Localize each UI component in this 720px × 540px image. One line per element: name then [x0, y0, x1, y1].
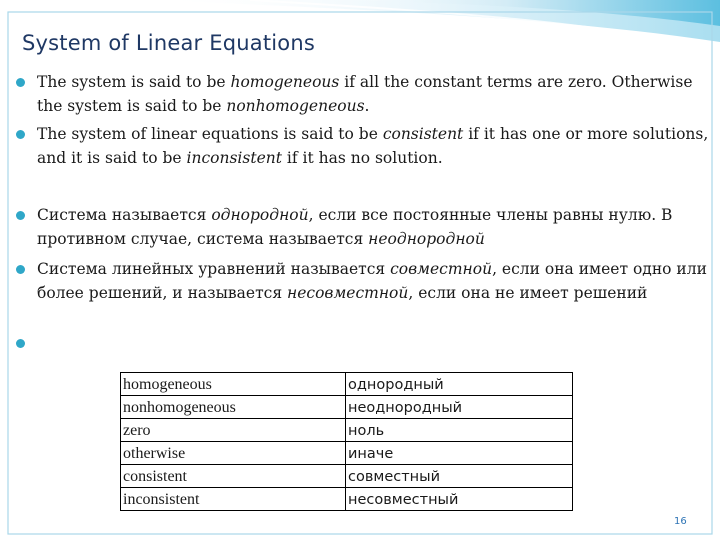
bullet-text-run: if it has no solution. — [281, 149, 443, 167]
bullet-dot-icon — [16, 339, 25, 348]
bullet-text-run: , если она не имеет решений — [408, 284, 648, 302]
bullet-term-italic: однородной — [211, 206, 309, 224]
glossary-en: inconsistent — [121, 488, 346, 511]
glossary-ru: иначе — [346, 442, 573, 465]
bullet-term-italic: несовместной — [287, 284, 409, 302]
bullet-term-italic: inconsistent — [186, 149, 282, 167]
bullet-term-italic: совместной — [390, 260, 493, 278]
bullet-text — [37, 257, 720, 305]
bullet-term-italic: неоднородной — [368, 230, 485, 248]
glossary-ru: несовместный — [346, 488, 573, 511]
glossary-ru: неоднородный — [346, 396, 573, 419]
table-row — [121, 373, 573, 396]
bullet-text-run: The system is said to be — [37, 73, 231, 91]
table-row — [121, 488, 573, 511]
glossary-en: otherwise — [121, 442, 346, 465]
bullet-dot-icon — [16, 130, 25, 139]
bullet-dot-icon — [16, 78, 25, 87]
bullet-text-run: The system of linear equations is said to be — [37, 125, 383, 143]
glossary-en: zero — [121, 419, 346, 442]
bullet-text-run: Система линейных уравнений называется — [37, 260, 391, 278]
bullet-text — [37, 70, 720, 118]
bullet-term-italic: homogeneous — [230, 73, 340, 91]
table-row — [121, 442, 573, 465]
bullet-text-run: . — [364, 97, 370, 115]
bullet-dot-icon — [16, 265, 25, 274]
glossary-ru: однородный — [346, 373, 573, 396]
bullet-text — [37, 203, 720, 251]
bullet-term-italic: nonhomogeneous — [226, 97, 365, 115]
bullet-dot-icon — [16, 211, 25, 220]
table-row — [121, 396, 573, 419]
bullet-text-run: if it has one or more solutions, and it is said to be — [37, 125, 709, 167]
bullet-term-italic: consistent — [382, 125, 464, 143]
bullet-text-run: , если все постоянные члены равны нулю. В противном случае, система называется — [37, 206, 673, 248]
glossary-ru: совместный — [346, 465, 573, 488]
slide-title: System of Linear Equations — [22, 31, 315, 55]
bullet-text-run: Система называется — [37, 206, 212, 224]
bullet-text — [37, 122, 720, 170]
glossary-en: nonhomogeneous — [121, 396, 346, 419]
bullet-text-run: , если она имеет одно или более решений, и называется — [37, 260, 707, 302]
table-row — [121, 419, 573, 442]
bullet-text-run: if all the constant terms are zero. Otherwise the system is said to be — [37, 73, 693, 115]
glossary-en: consistent — [121, 465, 346, 488]
glossary-en: homogeneous — [121, 373, 346, 396]
glossary-table — [120, 372, 573, 511]
glossary-ru: ноль — [346, 419, 573, 442]
page-number: 16 — [674, 516, 687, 527]
table-row — [121, 465, 573, 488]
